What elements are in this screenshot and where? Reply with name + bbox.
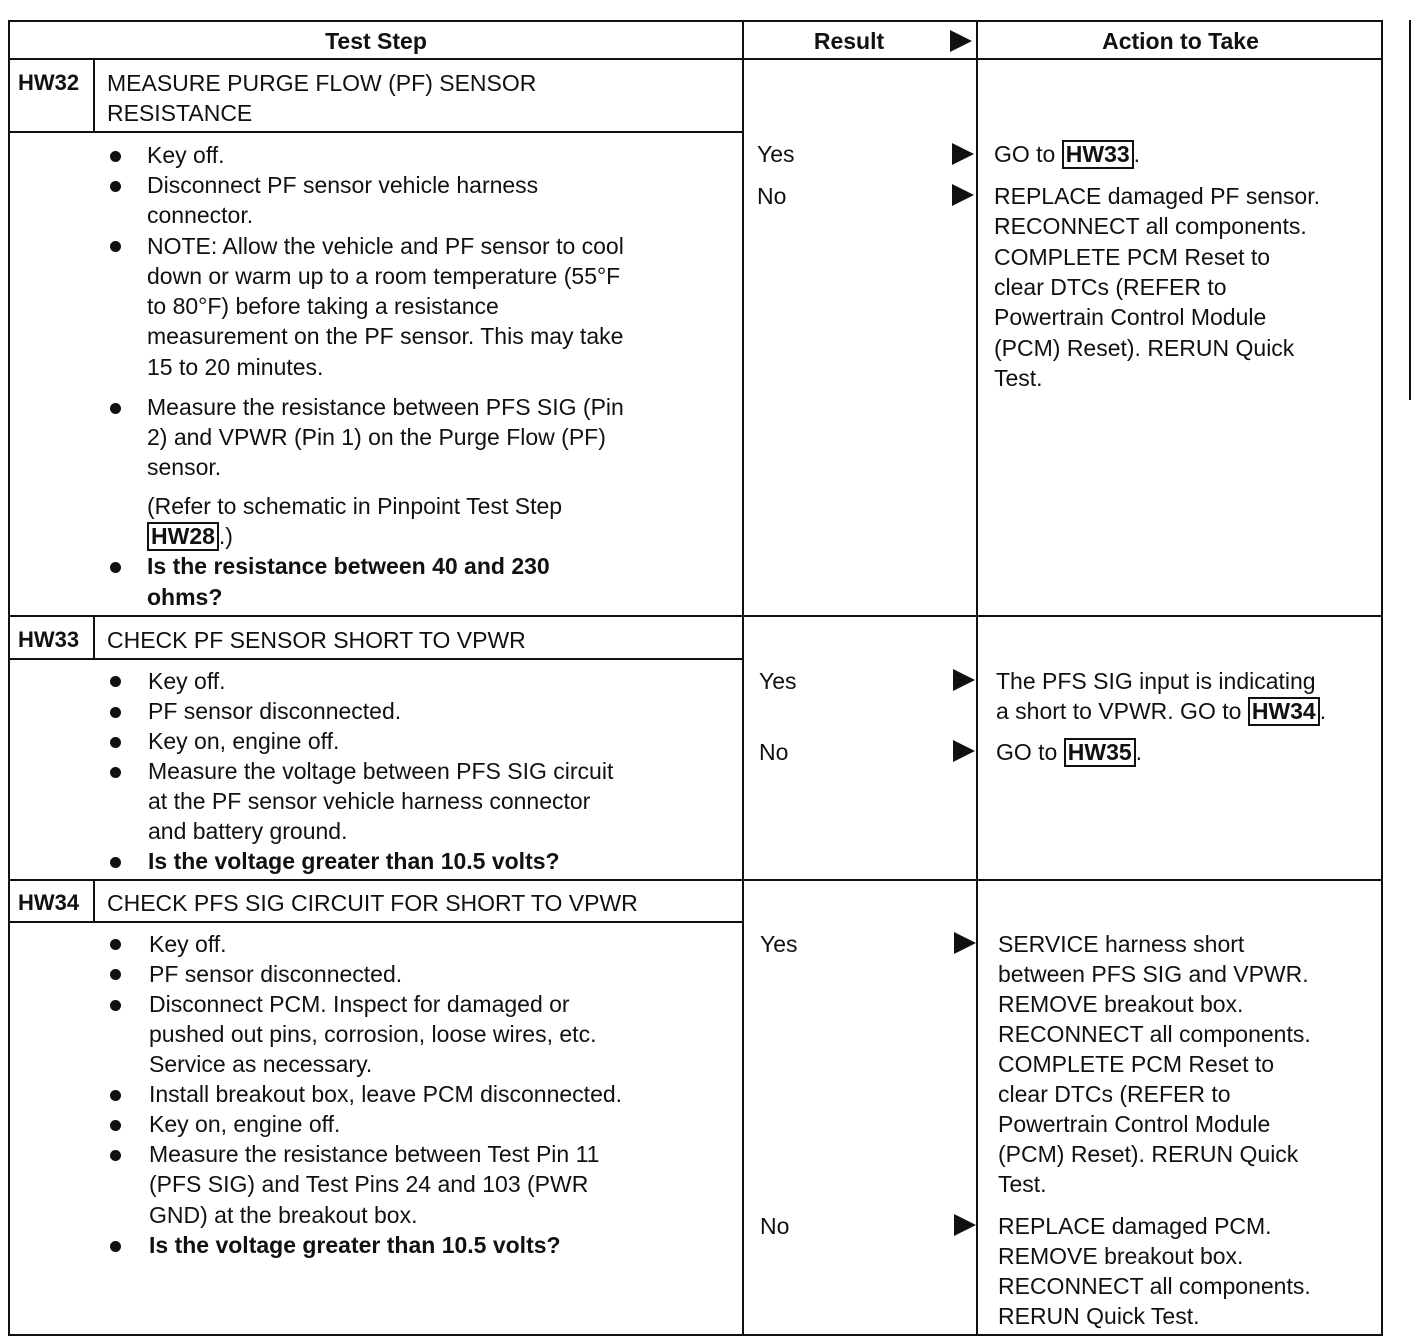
arrow-right-icon: [953, 740, 975, 762]
action-no: Test.: [994, 365, 1043, 391]
row-divider-hw33: [8, 615, 1383, 617]
header-result: Result: [813, 28, 885, 54]
bullet-icon: [110, 737, 121, 748]
step-instruction: Measure the resistance between PFS SIG (Pin: [147, 394, 624, 420]
margin-rule: [1409, 20, 1411, 400]
step-id-divider: [93, 879, 95, 923]
bullet-icon: [110, 562, 121, 573]
bullet-icon: [110, 1150, 121, 1161]
action-yes: clear DTCs (REFER to: [998, 1081, 1231, 1107]
action-no: RECONNECT all components.: [998, 1273, 1311, 1299]
result-yes: Yes: [759, 668, 797, 694]
step-instruction: (Refer to schematic in Pinpoint Test Step: [147, 493, 563, 519]
bullet-icon: [110, 1090, 121, 1101]
result-no: No: [759, 739, 789, 765]
step-instruction: (PFS SIG) and Test Pins 24 and 103 (PWR: [149, 1171, 589, 1197]
step-instruction: 15 to 20 minutes.: [147, 354, 324, 380]
bullet-icon: [110, 767, 121, 778]
arrow-right-icon: [954, 1214, 976, 1236]
bullet-icon: [110, 151, 121, 162]
header-action: Action to Take: [1102, 28, 1259, 54]
step-reference-link[interactable]: HW28: [147, 522, 219, 551]
step-instruction: and battery ground.: [148, 818, 348, 844]
action-no: RECONNECT all components.: [994, 213, 1307, 239]
result-arrow-icon: [950, 30, 972, 52]
result-yes: Yes: [757, 141, 795, 167]
step-instruction: Disconnect PF sensor vehicle harness: [147, 172, 539, 198]
step-instruction: Key on, engine off.: [149, 1111, 341, 1137]
step-title: CHECK PF SENSOR SHORT TO VPWR: [107, 627, 526, 653]
header-divider: [8, 58, 1383, 60]
bullet-icon: [110, 403, 121, 414]
action-yes: GO to HW33 .: [994, 141, 1141, 167]
bullet-icon: [110, 707, 121, 718]
step-instruction: Measure the resistance between Test Pin 11: [149, 1141, 600, 1167]
action-yes: SERVICE harness short: [998, 931, 1245, 957]
arrow-right-icon: [954, 932, 976, 954]
step-instruction: sensor.: [147, 454, 222, 480]
step-instruction: Key off.: [147, 142, 225, 168]
result-yes: Yes: [760, 931, 798, 957]
action-no: REPLACE damaged PF sensor.: [994, 183, 1320, 209]
step-id: HW32: [18, 70, 80, 95]
step-instruction: measurement on the PF sensor. This may take: [147, 323, 624, 349]
step-question: Is the voltage greater than 10.5 volts?: [149, 1232, 561, 1258]
step-instruction: Key on, engine off.: [148, 728, 340, 754]
bullet-icon: [110, 1120, 121, 1131]
bullet-icon: [110, 1000, 121, 1011]
step-instruction: NOTE: Allow the vehicle and PF sensor to cool: [147, 233, 624, 259]
arrow-right-icon: [953, 669, 975, 691]
result-no: No: [760, 1213, 790, 1239]
bullet-icon: [110, 181, 121, 192]
action-yes: between PFS SIG and VPWR.: [998, 961, 1309, 987]
action-no: REMOVE breakout box.: [998, 1243, 1244, 1269]
step-instruction: Install breakout box, leave PCM disconnected.: [149, 1081, 623, 1107]
action-no: REPLACE damaged PCM.: [998, 1213, 1272, 1239]
step-instruction: HW28 .): [147, 521, 233, 551]
step-instruction: GND) at the breakout box.: [149, 1202, 418, 1228]
arrow-right-icon: [952, 184, 974, 206]
step-title-divider: [8, 131, 743, 133]
step-instruction: connector.: [147, 202, 254, 228]
step-id-divider: [93, 615, 95, 659]
step-id: HW33: [18, 627, 80, 652]
bullet-icon: [110, 1241, 121, 1252]
action-yes: The PFS SIG input is indicating: [996, 668, 1316, 694]
step-question: ohms?: [147, 584, 223, 610]
bullet-icon: [110, 857, 121, 868]
step-reference-link[interactable]: HW34: [1248, 697, 1320, 726]
action-no: clear DTCs (REFER to: [994, 274, 1227, 300]
step-title-divider: [8, 921, 743, 923]
step-instruction: PF sensor disconnected.: [149, 961, 403, 987]
step-id: HW34: [18, 890, 80, 915]
step-instruction: 2) and VPWR (Pin 1) on the Purge Flow (PF): [147, 424, 606, 450]
step-title: MEASURE PURGE FLOW (PF) SENSOR: [107, 70, 537, 96]
action-no: COMPLETE PCM Reset to: [994, 244, 1271, 270]
column-divider-result: [742, 20, 744, 1336]
bullet-icon: [110, 676, 121, 687]
step-instruction: Key off.: [149, 931, 227, 957]
result-no: No: [757, 183, 787, 209]
step-title-divider: [8, 658, 743, 660]
step-reference-link[interactable]: HW33: [1062, 140, 1134, 169]
action-no: RERUN Quick Test.: [998, 1303, 1200, 1329]
action-yes: REMOVE breakout box.: [998, 991, 1244, 1017]
column-divider-action: [976, 20, 978, 1336]
action-yes: COMPLETE PCM Reset to: [998, 1051, 1275, 1077]
arrow-right-icon: [952, 143, 974, 165]
step-instruction: Service as necessary.: [149, 1051, 373, 1077]
action-yes: (PCM) Reset). RERUN Quick: [998, 1141, 1299, 1167]
action-yes: Powertrain Control Module: [998, 1111, 1271, 1137]
action-no: (PCM) Reset). RERUN Quick: [994, 335, 1295, 361]
bullet-icon: [110, 969, 121, 980]
step-question: Is the resistance between 40 and 230: [147, 553, 550, 579]
step-instruction: Key off.: [148, 668, 226, 694]
action-no: Powertrain Control Module: [994, 304, 1267, 330]
step-instruction: Measure the voltage between PFS SIG circuit: [148, 758, 614, 784]
step-instruction: at the PF sensor vehicle harness connector: [148, 788, 591, 814]
header-test-step: Test Step: [325, 28, 427, 54]
bullet-icon: [110, 939, 121, 950]
step-instruction: down or warm up to a room temperature (55°F: [147, 263, 621, 289]
step-title: CHECK PFS SIG CIRCUIT FOR SHORT TO VPWR: [107, 890, 638, 916]
step-instruction: Disconnect PCM. Inspect for damaged or: [149, 991, 570, 1017]
action-yes: RECONNECT all components.: [998, 1021, 1311, 1047]
step-instruction: PF sensor disconnected.: [148, 698, 402, 724]
step-instruction: pushed out pins, corrosion, loose wires, etc.: [149, 1021, 597, 1047]
step-question: Is the voltage greater than 10.5 volts?: [148, 848, 560, 874]
action-yes: Test.: [998, 1171, 1047, 1197]
step-id-divider: [93, 58, 95, 132]
bullet-icon: [110, 241, 121, 252]
action-no: GO to HW35 .: [996, 739, 1143, 765]
step-instruction: to 80°F) before taking a resistance: [147, 293, 499, 319]
step-reference-link[interactable]: HW35: [1064, 738, 1136, 767]
step-title: RESISTANCE: [107, 100, 253, 126]
row-divider-hw34: [8, 879, 1383, 881]
action-yes: a short to VPWR. GO to HW34 .: [996, 698, 1327, 724]
